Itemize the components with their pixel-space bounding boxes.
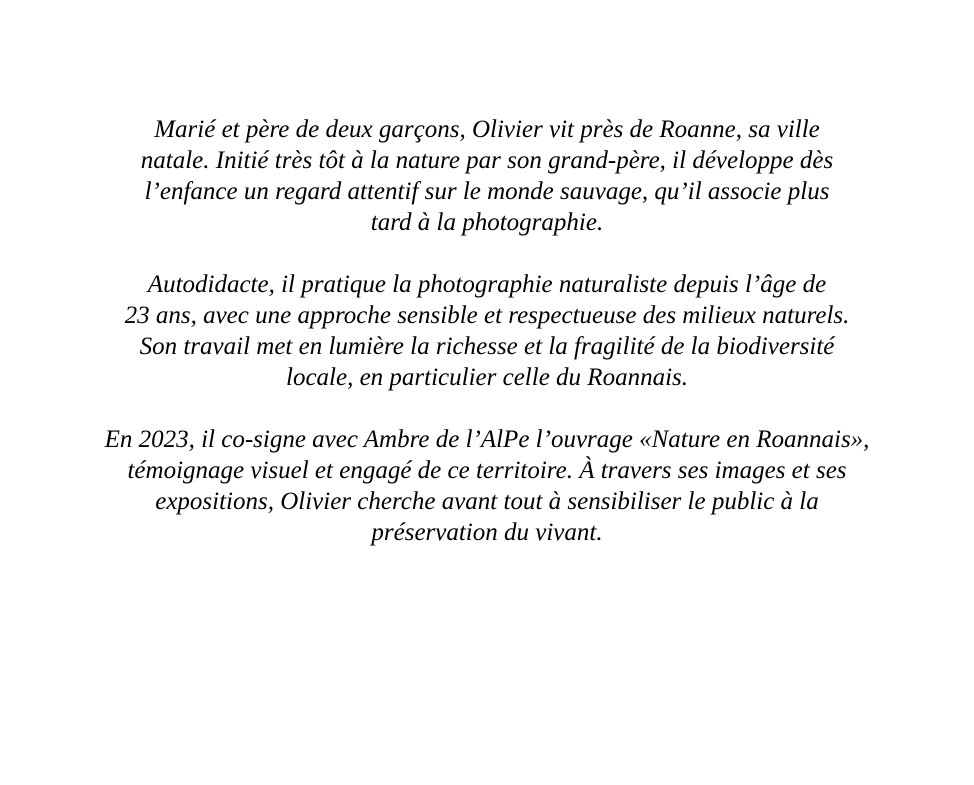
text-line: locale, en particulier celle du Roannais. xyxy=(286,364,688,391)
biography-text xyxy=(0,114,974,548)
paragraph-practice xyxy=(0,269,974,393)
text-line: préservation du vivant. xyxy=(371,519,603,546)
text-line: 23 ans, avec une approche sensible et respectueuse des milieux naturels. xyxy=(124,302,850,329)
text-line: témoignage visuel et engagé de ce territoire. À travers ses images et ses xyxy=(127,457,847,484)
text-line: natale. Initié très tôt à la nature par son grand-père, il développe dès xyxy=(140,147,834,174)
text-line: En 2023, il co-signe avec Ambre de l’AlPe l’ouvrage «Nature en Roannais», xyxy=(104,426,870,453)
paragraph-family xyxy=(0,114,974,238)
paragraph-book xyxy=(0,424,974,548)
text-line: Autodidacte, il pratique la photographie naturaliste depuis l’âge de xyxy=(147,271,827,298)
text-line: Son travail met en lumière la richesse et la fragilité de la biodiversité xyxy=(139,333,835,360)
text-line: tard à la photographie. xyxy=(370,209,604,236)
text-line: Marié et père de deux garçons, Olivier vit près de Roanne, sa ville xyxy=(154,116,820,143)
text-line: l’enfance un regard attentif sur le monde sauvage, qu’il associe plus xyxy=(144,178,830,205)
text-line: expositions, Olivier cherche avant tout à sensibiliser le public à la xyxy=(155,488,819,515)
